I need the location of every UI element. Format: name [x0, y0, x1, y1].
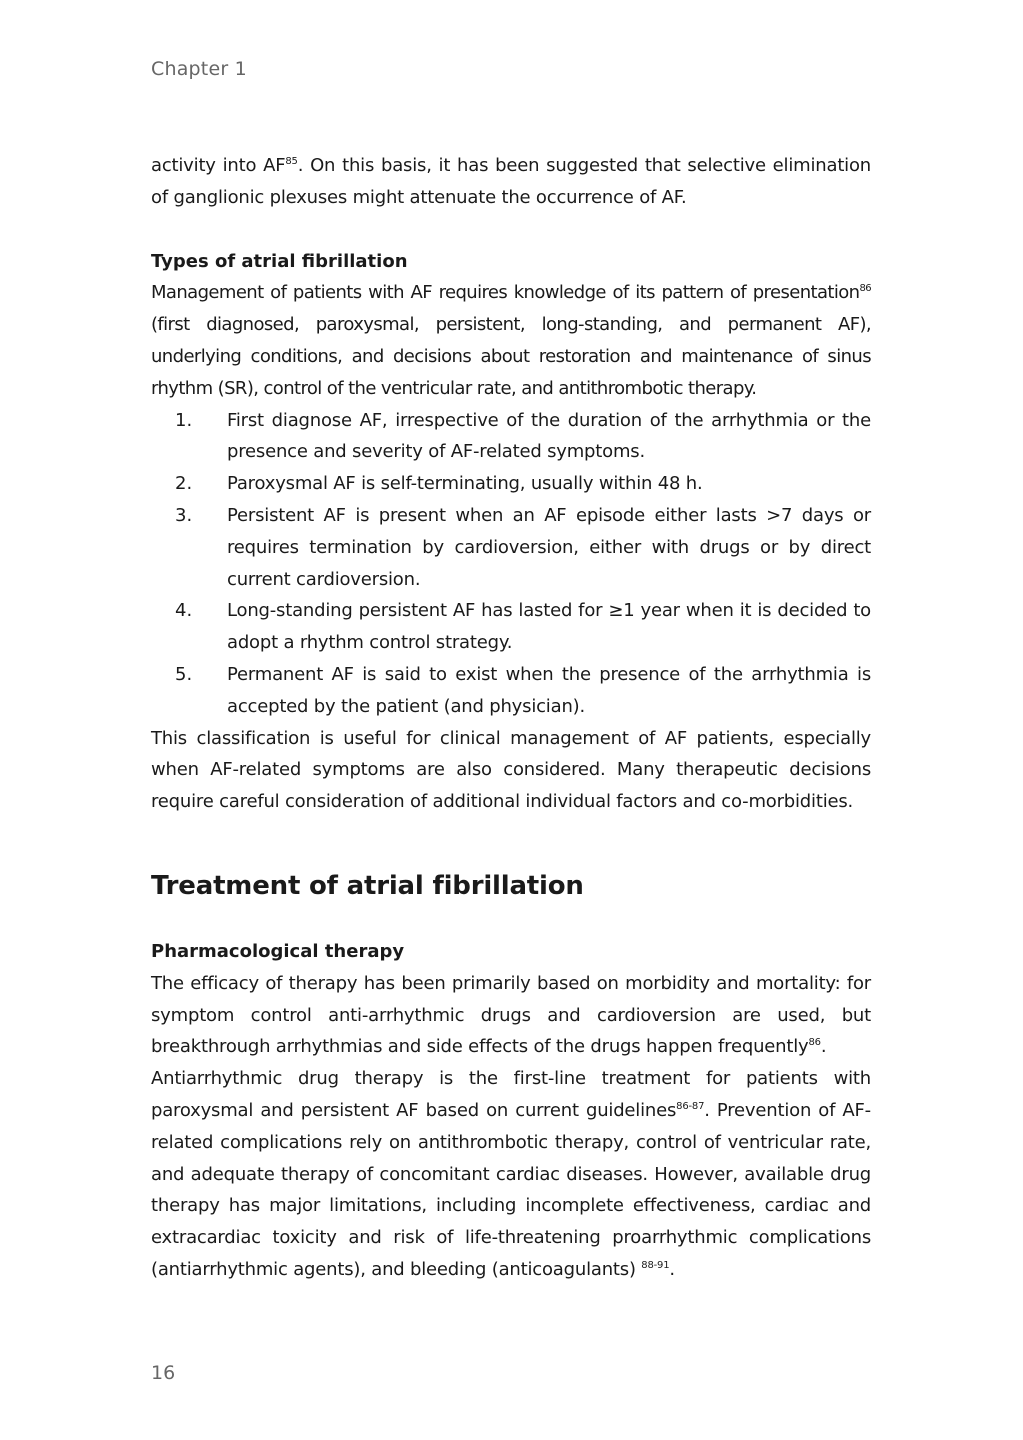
list-item-text: First diagnose AF, irrespective of the duration of the arrhythmia or the presence and severity of AF-related symptoms. [227, 409, 871, 463]
list-item [151, 468, 871, 500]
efficacy-text-b: . [820, 1036, 827, 1058]
classification-paragraph: This classification is useful for clinical management of AF patients, especially when AF-related symptoms are also considered. Many therapeutic decisions require careful consideration of additional individual factors and co-morbidities. [151, 727, 871, 813]
citation-ref: 86-87 [676, 1100, 705, 1112]
antiarrhythmic-text-b: . Prevention of AF-related complications rely on antithrombotic therapy, control of ventricular rate, and adequate therapy of concomitant cardiac diseases. However, available drug therapy has major limitations, including incomplete effectiveness, cardiac and extracardiac toxicity and risk of life-threatening proarrhythmic complications (antiarrhythmic agents), and bleeding (anticoagulants) [151, 1099, 871, 1280]
list-item-number: 2. [175, 473, 193, 495]
types-intro-paragraph [151, 277, 871, 404]
af-types-list [151, 405, 871, 723]
efficacy-paragraph [151, 968, 871, 1063]
list-item-number: 1. [175, 409, 193, 431]
intro-text-b: . On this basis, it has been suggested that selective elimination of ganglionic plexuses might attenuate the occurrence of AF. [151, 155, 871, 208]
antiarrhythmic-paragraph [151, 1063, 871, 1286]
types-heading: Types of atrial fibrillation [151, 250, 408, 272]
efficacy-text-a: The efficacy of therapy has been primarily based on morbidity and mortality: for symptom control anti-arrhythmic drugs and cardioversion are used, but breakthrough arrhythmias and side effects of the drugs happen frequently [151, 972, 871, 1058]
types-intro-text-b: (first diagnosed, paroxysmal, persistent, long-standing, and permanent AF), underlying conditions, and decisions about restoration and maintenance of sinus rhythm (SR), control of the ventricular rate, and antithrombotic therapy. [151, 314, 871, 399]
list-item-number: 3. [175, 504, 193, 526]
list-item-text: Permanent AF is said to exist when the presence of the arrhythmia is accepted by the patient (and physician). [227, 663, 871, 717]
list-item-text: Paroxysmal AF is self-terminating, usually within 48 h. [227, 473, 703, 495]
list-item-number: 5. [175, 663, 193, 685]
list-item [151, 405, 871, 469]
intro-text-a: activity into AF [151, 155, 286, 176]
page-number: 16 [151, 1362, 176, 1384]
running-header: Chapter 1 [151, 58, 247, 80]
intro-paragraph [151, 150, 871, 214]
types-intro-text-a: Management of patients with AF requires knowledge of its pattern of presentation [151, 282, 860, 304]
list-item-text: Long-standing persistent AF has lasted for ≥1 year when it is decided to adopt a rhythm control strategy. [227, 600, 871, 654]
list-item-text: Persistent AF is present when an AF episode either lasts >7 days or requires termination by cardioversion, either with drugs or by direct current cardioversion. [227, 504, 871, 590]
citation-ref: 86 [859, 283, 871, 295]
pharmacological-heading: Pharmacological therapy [151, 940, 405, 962]
antiarrhythmic-text-a: Antiarrhythmic drug therapy is the first-line treatment for patients with paroxysmal and persistent AF based on current guidelines [151, 1068, 871, 1121]
page-content [151, 150, 871, 1286]
list-item-number: 4. [175, 600, 193, 622]
list-item [151, 500, 871, 595]
list-item [151, 595, 871, 659]
antiarrhythmic-text-c: . [669, 1258, 675, 1280]
citation-ref: 86 [808, 1037, 821, 1049]
treatment-heading: Treatment of atrial fibrillation [151, 870, 584, 901]
citation-ref: 85 [285, 156, 298, 167]
list-item [151, 659, 871, 723]
citation-ref: 88-91 [641, 1259, 670, 1271]
